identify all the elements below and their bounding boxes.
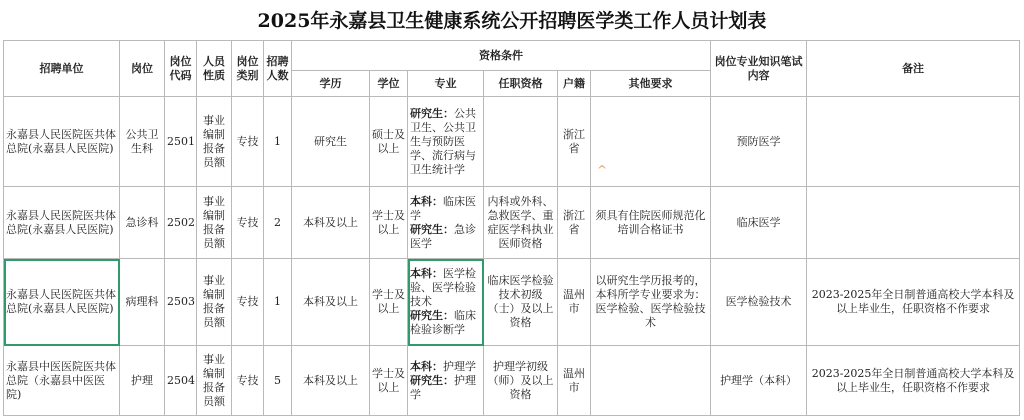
cell-code[interactable]: 2502 — [165, 187, 197, 259]
cell-certification[interactable]: 内科或外科、急救医学、重症医学科执业医师资格 — [484, 187, 558, 259]
major-label-undergrad: 本科： — [410, 194, 443, 208]
header-qualifications[interactable]: 资格条件 — [292, 41, 711, 71]
cell-other[interactable] — [591, 346, 711, 416]
major-text: 临床检验诊断学 — [410, 309, 476, 336]
cell-exam[interactable]: 医学检验技术 — [711, 259, 807, 346]
major-label-graduate: 研究生： — [410, 222, 454, 236]
cell-category[interactable]: 专技 — [232, 97, 264, 187]
cell-hukou[interactable]: 浙江省 — [558, 97, 591, 187]
cell-major[interactable] — [408, 259, 484, 346]
table-row — [4, 187, 1020, 259]
cell-unit[interactable]: 永嘉县人民医院医共体总院(永嘉县人民医院) — [4, 97, 120, 187]
major-text: 护理学 — [443, 359, 476, 373]
cell-code[interactable]: 2501 — [165, 97, 197, 187]
major-label-graduate: 研究生： — [410, 373, 454, 387]
cell-nature[interactable]: 事业编制报备员额 — [197, 187, 232, 259]
cell-count[interactable]: 1 — [264, 97, 292, 187]
header-education[interactable]: 学历 — [292, 71, 370, 97]
cell-post[interactable]: 急诊科 — [120, 187, 165, 259]
cell-major[interactable] — [408, 187, 484, 259]
cell-remark[interactable] — [807, 187, 1020, 259]
table-row — [4, 97, 1020, 187]
header-code[interactable]: 岗位代码 — [165, 41, 197, 97]
cell-education[interactable]: 研究生 — [292, 97, 370, 187]
cell-hukou[interactable]: 温州市 — [558, 346, 591, 416]
header-certification[interactable]: 任职资格 — [484, 71, 558, 97]
cell-degree[interactable]: 学士及以上 — [370, 346, 408, 416]
cell-exam[interactable]: 预防医学 — [711, 97, 807, 187]
header-unit[interactable]: 招聘单位 — [4, 41, 120, 97]
cell-count[interactable]: 1 — [264, 259, 292, 346]
cell-other[interactable]: 以研究生学历报考的，本科所学专业要求为：医学检验、医学检验技术 — [591, 259, 711, 346]
header-nature[interactable]: 人员性质 — [197, 41, 232, 97]
cell-unit[interactable]: 永嘉县人民医院医共体总院(永嘉县人民医院) — [4, 187, 120, 259]
header-exam[interactable]: 岗位专业知识笔试内容 — [711, 41, 807, 97]
cell-degree[interactable]: 学士及以上 — [370, 187, 408, 259]
cell-remark[interactable] — [807, 97, 1020, 187]
major-label-undergrad: 本科： — [410, 267, 443, 280]
cell-nature[interactable]: 事业编制报备员额 — [197, 346, 232, 416]
cell-education[interactable]: 本科及以上 — [292, 187, 370, 259]
cell-unit[interactable]: 永嘉县人民医院医共体总院(永嘉县人民医院) — [4, 259, 120, 346]
cell-exam[interactable]: 护理学（本科） — [711, 346, 807, 416]
cell-exam[interactable]: 临床医学 — [711, 187, 807, 259]
header-hukou[interactable]: 户籍 — [558, 71, 591, 97]
cell-other[interactable]: 须具有住院医师规范化培训合格证书 — [591, 187, 711, 259]
recruitment-table — [3, 40, 1020, 416]
cell-major[interactable] — [408, 346, 484, 416]
header-major[interactable]: 专业 — [408, 71, 484, 97]
cell-count[interactable]: 2 — [264, 187, 292, 259]
cell-post[interactable]: 护理 — [120, 346, 165, 416]
cell-certification[interactable]: 临床医学检验技术初级（士）及以上资格 — [484, 259, 558, 346]
table-row — [4, 259, 1020, 346]
cell-education[interactable]: 本科及以上 — [292, 259, 370, 346]
major-label-undergrad: 本科： — [410, 359, 443, 373]
header-remark[interactable]: 备注 — [807, 41, 1020, 97]
table-row — [4, 346, 1020, 416]
header-count[interactable]: 招聘人数 — [264, 41, 292, 97]
cell-post[interactable]: 病理科 — [120, 259, 165, 346]
header-post[interactable]: 岗位 — [120, 41, 165, 97]
cell-category[interactable]: 专技 — [232, 259, 264, 346]
major-text: 医学检验、医学检验技术 — [410, 267, 476, 308]
cell-nature[interactable]: 事业编制报备员额 — [197, 97, 232, 187]
major-text: 临床医学 — [410, 194, 476, 222]
cell-code[interactable]: 2503 — [165, 259, 197, 346]
cell-hukou[interactable]: 温州市 — [558, 259, 591, 346]
page-title: 2025年永嘉县卫生健康系统公开招聘医学类工作人员计划表 — [257, 10, 767, 32]
cell-certification[interactable]: 护理学初级（师）及以上资格 — [484, 346, 558, 416]
header-degree[interactable]: 学位 — [370, 71, 408, 97]
cell-major[interactable] — [408, 97, 484, 187]
header-category[interactable]: 岗位类别 — [232, 41, 264, 97]
cell-count[interactable]: 5 — [264, 346, 292, 416]
header-other[interactable]: 其他要求 — [591, 71, 711, 97]
cell-post[interactable]: 公共卫生科 — [120, 97, 165, 187]
major-text: 公共卫生、公共卫生与预防医学、流行病与卫生统计学 — [410, 106, 476, 176]
cell-nature[interactable]: 事业编制报备员额 — [197, 259, 232, 346]
cell-hukou[interactable]: 浙江省 — [558, 187, 591, 259]
cell-degree[interactable]: 学士及以上 — [370, 259, 408, 346]
major-text: 急诊医学 — [410, 222, 476, 250]
major-label-graduate: 研究生： — [410, 309, 454, 322]
cell-degree[interactable]: 硕士及以上 — [370, 97, 408, 187]
major-label-graduate: 研究生： — [410, 106, 454, 120]
chevron-up-icon[interactable]: ^ — [597, 163, 608, 177]
cell-category[interactable]: 专技 — [232, 346, 264, 416]
cell-category[interactable]: 专技 — [232, 187, 264, 259]
cell-unit[interactable]: 永嘉县中医医院医共体总院（永嘉县中医医院) — [4, 346, 120, 416]
cell-education[interactable]: 本科及以上 — [292, 346, 370, 416]
major-text: 护理学 — [410, 373, 476, 401]
cell-certification[interactable] — [484, 97, 558, 187]
cell-code[interactable]: 2504 — [165, 346, 197, 416]
cell-remark[interactable]: 2023-2025年全日制普通高校大学本科及以上毕业生，任职资格不作要求 — [807, 259, 1020, 346]
cell-remark[interactable]: 2023-2025年全日制普通高校大学本科及以上毕业生，任职资格不作要求 — [807, 346, 1020, 416]
cell-other[interactable] — [591, 97, 711, 187]
